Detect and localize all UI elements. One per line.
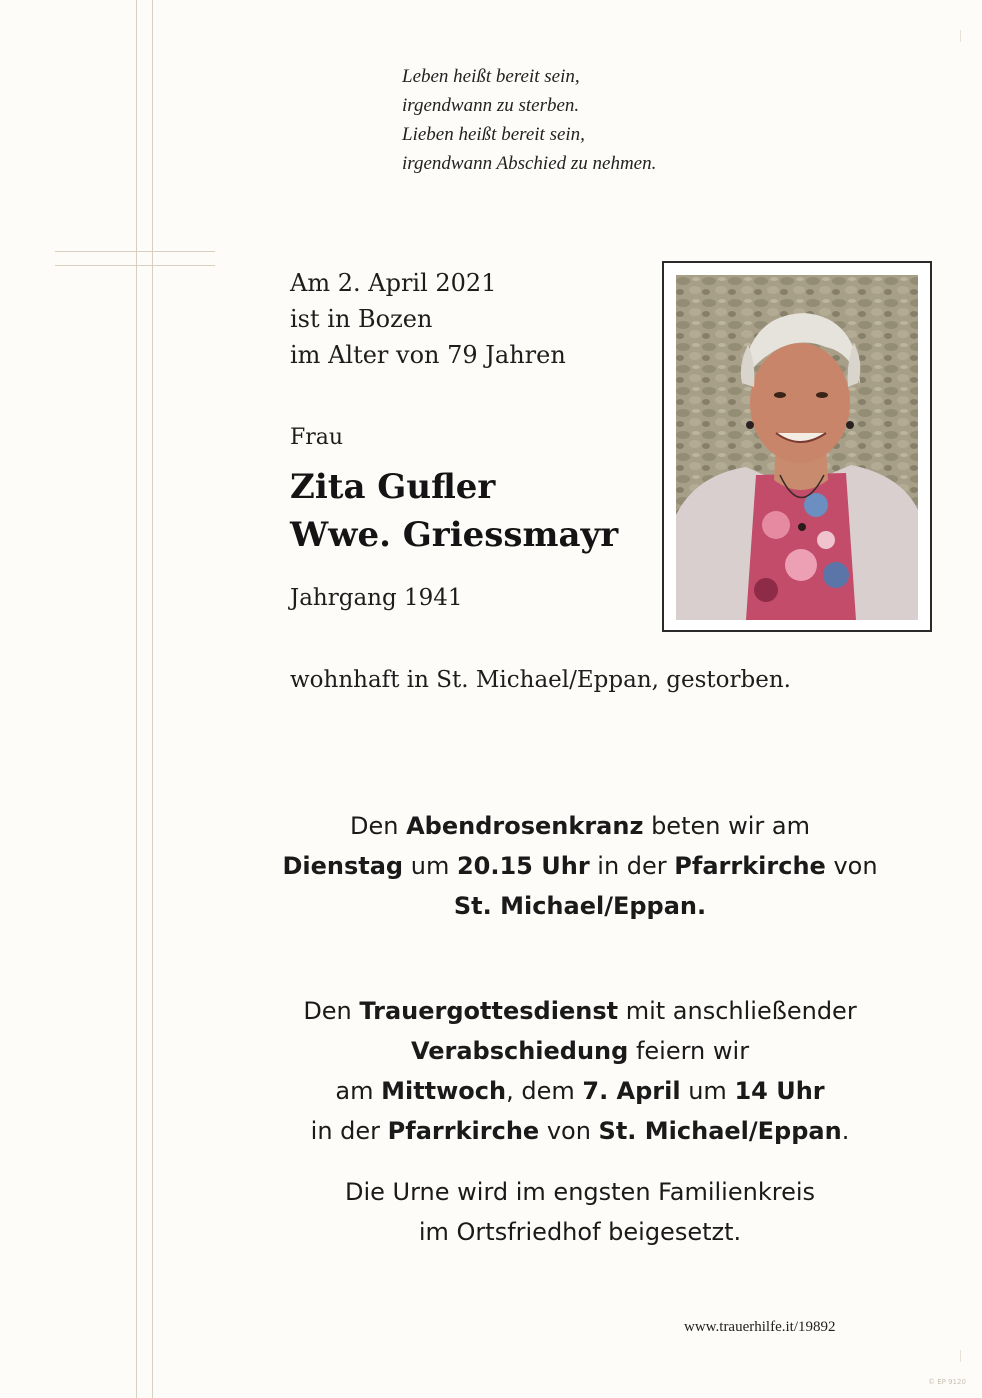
rosary-line-1 xyxy=(230,806,930,846)
text-segment: mit anschließender xyxy=(618,997,857,1025)
text-segment: in der xyxy=(589,852,675,880)
mass-line-2 xyxy=(230,1031,930,1071)
mass-church: Pfarrkirche xyxy=(387,1117,540,1145)
text-segment: um xyxy=(403,852,457,880)
portrait-photo xyxy=(676,275,918,620)
rosary-name: Abendrosenkranz xyxy=(406,812,644,840)
mass-line-3 xyxy=(230,1071,930,1111)
salutation: Frau xyxy=(290,425,344,450)
text-segment: von xyxy=(539,1117,599,1145)
birth-year: Jahrgang 1941 xyxy=(290,585,463,611)
death-place: ist in Bozen xyxy=(290,305,433,333)
text-segment: um xyxy=(680,1077,735,1105)
urn-burial-note xyxy=(230,1172,930,1252)
rosary-announcement xyxy=(230,806,930,926)
text-segment: beten wir am xyxy=(643,812,810,840)
mass-time: 14 Uhr xyxy=(734,1077,825,1105)
cross-vertical-line-right xyxy=(152,0,153,1398)
cross-horizontal-line-bottom xyxy=(55,265,215,266)
poem-line: Leben heißt bereit sein, xyxy=(402,66,580,87)
poem-line: Lieben heißt bereit sein, xyxy=(402,124,585,145)
text-segment: feiern wir xyxy=(628,1037,750,1065)
text-segment: am xyxy=(335,1077,382,1105)
cross-vertical-line-left xyxy=(136,0,137,1398)
cross-horizontal-line-top xyxy=(55,251,215,252)
rosary-church: Pfarrkirche xyxy=(674,852,826,880)
deceased-name-line: Zita Gufler xyxy=(290,467,496,507)
funeral-mass-announcement xyxy=(230,991,930,1151)
website-link[interactable]: www.trauerhilfe.it/19892 xyxy=(684,1319,836,1335)
mass-date: 7. April xyxy=(582,1077,681,1105)
death-intro xyxy=(290,265,566,373)
mass-line-1 xyxy=(230,991,930,1031)
poem xyxy=(402,62,656,178)
rosary-location: St. Michael/Eppan. xyxy=(453,892,707,920)
urn-line: im Ortsfriedhof beigesetzt. xyxy=(418,1218,742,1246)
text-segment: Den xyxy=(350,812,407,840)
death-age: im Alter von 79 Jahren xyxy=(290,341,566,369)
rosary-time: 20.15 Uhr xyxy=(456,852,590,880)
rosary-line-2 xyxy=(230,846,930,886)
print-code: © EP 9120 xyxy=(928,1378,966,1386)
mass-line-4 xyxy=(230,1111,930,1151)
farewell-name: Verabschiedung xyxy=(410,1037,629,1065)
residence-line: wohnhaft in St. Michael/Eppan, gestorben. xyxy=(290,667,791,693)
portrait-photo xyxy=(676,275,918,620)
portrait-frame xyxy=(662,261,932,632)
crop-mark xyxy=(960,30,961,42)
deceased-name-line: Wwe. Griessmayr xyxy=(290,515,619,555)
urn-line: Die Urne wird im engsten Familienkreis xyxy=(344,1178,815,1206)
mass-name: Trauergottesdienst xyxy=(359,997,619,1025)
text-segment: . xyxy=(841,1117,850,1145)
text-segment: Den xyxy=(303,997,360,1025)
text-segment: , dem xyxy=(506,1077,583,1105)
rosary-day: Dienstag xyxy=(282,852,404,880)
mass-location: St. Michael/Eppan xyxy=(598,1117,842,1145)
poem-line: irgendwann zu sterben. xyxy=(402,95,580,116)
poem-line: irgendwann Abschied zu nehmen. xyxy=(402,153,657,174)
death-date: Am 2. April 2021 xyxy=(290,269,497,297)
text-segment: von xyxy=(825,852,878,880)
text-segment: in der xyxy=(310,1117,388,1145)
mass-day: Mittwoch xyxy=(381,1077,507,1105)
crop-mark xyxy=(960,1350,961,1362)
rosary-line-3 xyxy=(230,886,930,926)
deceased-name xyxy=(290,463,618,559)
